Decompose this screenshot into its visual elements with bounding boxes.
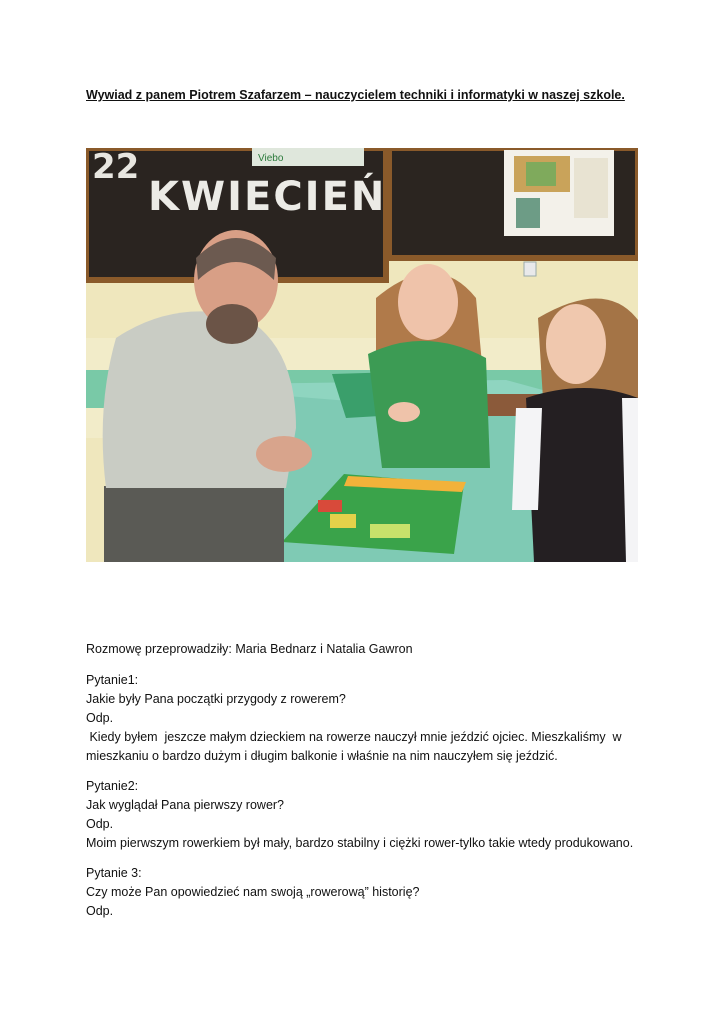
document-title: Wywiad z panem Piotrem Szafarzem – nauczycielem techniki i informatyki w naszej szkole. bbox=[86, 88, 625, 102]
answer-label: Odp. bbox=[86, 817, 114, 831]
question-text: Jakie były Pana początki przygody z rowerem? bbox=[86, 692, 346, 706]
answer-line: Moim pierwszym rowerkiem był mały, bardzo stabilny i ciężki rower-tylko takie wtedy produkowano. bbox=[86, 836, 634, 850]
interview-photo bbox=[86, 148, 638, 562]
board-month: KWIECIEŃ bbox=[148, 174, 387, 220]
poster-label: Viebo bbox=[258, 153, 284, 164]
question-label: Pytanie 3: bbox=[86, 866, 142, 880]
answer-line: Kiedy byłem jeszcze małym dzieckiem na rowerze nauczył mnie jeździć ojciec. Mieszkaliśmy w bbox=[86, 730, 622, 744]
question-text: Czy może Pan opowiedzieć nam swoją „rowerową” historię? bbox=[86, 885, 420, 899]
answer-label: Odp. bbox=[86, 904, 114, 918]
interviewers-line: Rozmowę przeprowadziły: Maria Bednarz i Natalia Gawron bbox=[86, 642, 413, 656]
question-label: Pytanie1: bbox=[86, 673, 139, 687]
question-label: Pytanie2: bbox=[86, 779, 139, 793]
question-text: Jak wyglądał Pana pierwszy rower? bbox=[86, 798, 285, 812]
answer-line: mieszkaniu o bardzo dużym i długim balkonie i właśnie na nim nauczyłem się jeździć. bbox=[86, 749, 558, 763]
answer-label: Odp. bbox=[86, 711, 114, 725]
board-number: 22 bbox=[92, 148, 140, 187]
